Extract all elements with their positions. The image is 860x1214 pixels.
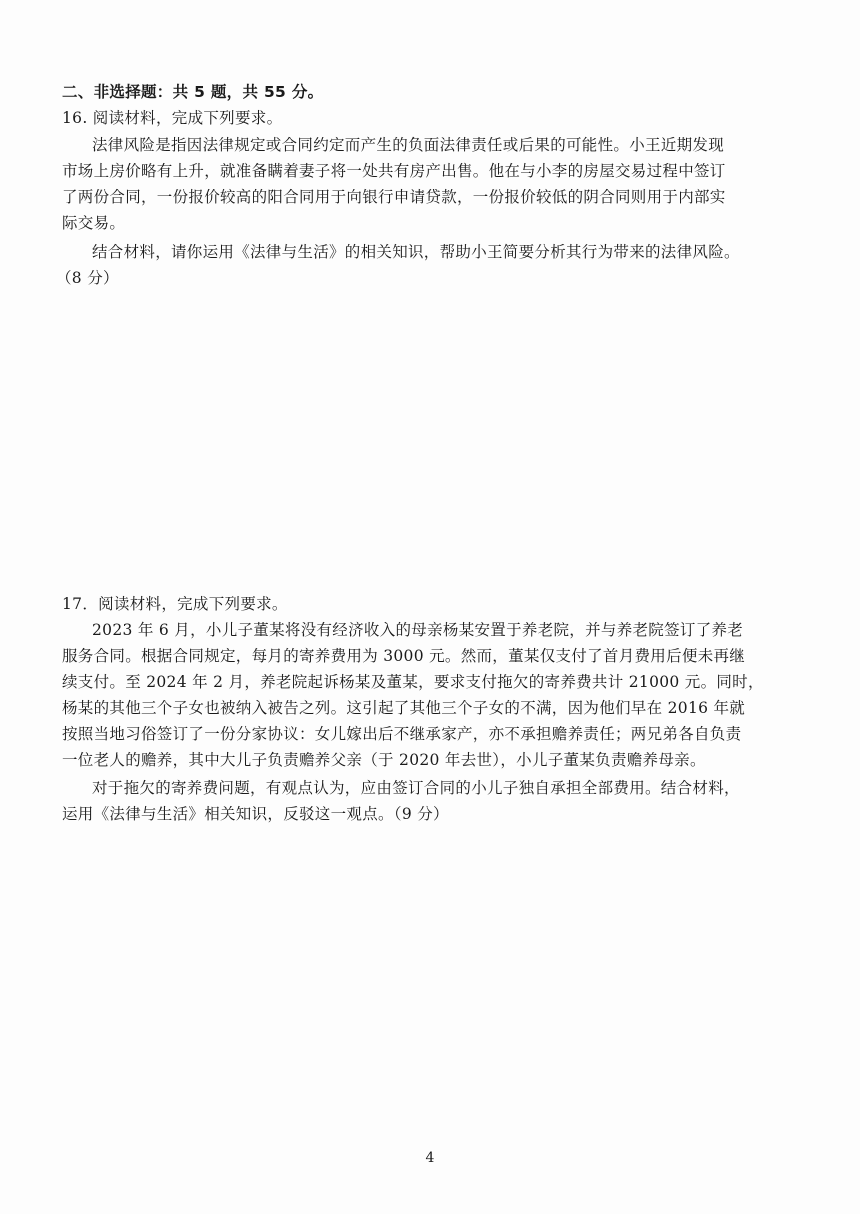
q17-prompt-line1: 对于拖欠的寄养费问题，有观点认为，应由签订合同的小儿子独自承担全部费用。结合材料， — [92, 779, 740, 797]
q17-para1-line3: 续支付。至 2024 年 2 月，养老院起诉杨某及董某，要求支付拖欠的寄养费共计 21000 元。同时， — [62, 673, 764, 691]
q16-para1-line1: 法律风险是指因法律规定或合同约定而产生的负面法律责任或后果的可能性。小王近期发现 — [92, 136, 725, 154]
q17-para1-line4: 杨某的其他三个子女也被纳入被告之列。这引起了其他三个子女的不满，因为他们早在 2016 年就 — [62, 699, 746, 717]
q17-title: 17．阅读材料，完成下列要求。 — [62, 595, 288, 613]
q17-para1-line1: 2023 年 6 月，小儿子董某将没有经济收入的母亲杨某安置于养老院，并与养老院签订了养老 — [92, 621, 744, 639]
section-heading: 二、非选择题：共 5 题，共 55 分。 — [62, 83, 324, 101]
q17-para1-line2: 服务合同。根据合同规定，每月的寄养费用为 3000 元。然而，董某仅支付了首月费用后便未再继 — [62, 647, 746, 665]
q16-prompt-line1: 结合材料，请你运用《法律与生活》的相关知识，帮助小王简要分析其行为带来的法律风险。 — [92, 243, 740, 261]
q17-para1-line6: 一位老人的赡养，其中大儿子负责赡养父亲（于 2020 年去世），小儿子董某负责赡养母亲。 — [62, 751, 706, 769]
page-number: 4 — [425, 1150, 435, 1166]
q17-prompt-line2: 运用《法律与生活》相关知识，反驳这一观点。（9 分） — [62, 805, 449, 823]
q16-title: 16. 阅读材料，完成下列要求。 — [62, 109, 283, 127]
q16-para1-line4: 际交易。 — [62, 214, 126, 232]
q16-para1-line2: 市场上房价略有上升，就准备瞒着妻子将一处共有房产出售。他在与小李的房屋交易过程中签订 — [62, 162, 726, 180]
q16-prompt-line2: （8 分） — [56, 269, 119, 287]
q17-para1-line5: 按照当地习俗签订了一份分家协议：女儿嫁出后不继承家产，亦不承担赡养责任；两兄弟各自负责 — [62, 725, 742, 743]
q16-para1-line3: 了两份合同，一份报价较高的阳合同用于向银行申请贷款，一份报价较低的阴合同则用于内部实 — [62, 188, 726, 206]
